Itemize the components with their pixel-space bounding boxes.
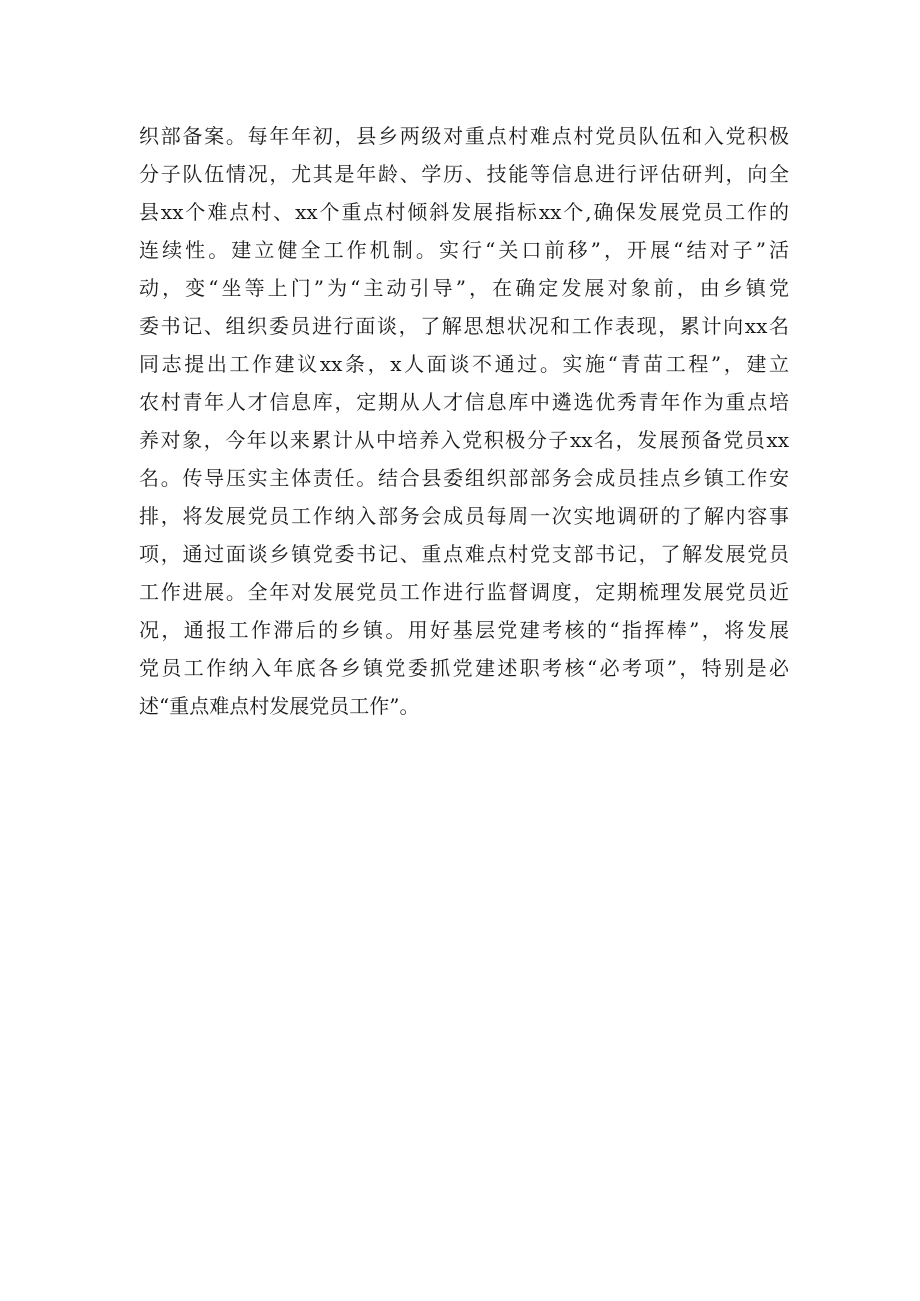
text-line: 名。传导压实主体责任。结合县委组织部部务会成员挂点乡镇工作安 <box>139 466 789 490</box>
text-line: 分子队伍情况，尤其是年龄、学历、技能等信息进行评估研判，向全 <box>139 162 789 186</box>
text-line: 县xx个难点村、xx个重点村倾斜发展指标xx个,确保发展党员工作的 <box>139 200 789 224</box>
body-paragraph <box>139 117 789 725</box>
text-line: 连续性。建立健全工作机制。实行“关口前移”，开展“结对子”活 <box>139 238 789 262</box>
text-line: 况，通报工作滞后的乡镇。用好基层党建考核的“指挥棒”，将发展 <box>139 618 789 642</box>
text-line: 项，通过面谈乡镇党委书记、重点难点村党支部书记，了解发展党员 <box>139 542 789 566</box>
text-line: 同志提出工作建议xx条，x人面谈不通过。实施“青苗工程”，建立 <box>139 352 789 376</box>
text-line: 党员工作纳入年底各乡镇党委抓党建述职考核“必考项”，特别是必 <box>139 656 789 680</box>
text-line: 养对象，今年以来累计从中培养入党积极分子xx名，发展预备党员xx <box>139 428 789 452</box>
text-line: 动，变“坐等上门”为“主动引导”，在确定发展对象前，由乡镇党 <box>139 276 789 300</box>
text-line: 排，将发展党员工作纳入部务会成员每周一次实地调研的了解内容事 <box>139 504 789 528</box>
text-line: 委书记、组织委员进行面谈，了解思想状况和工作表现，累计向xx名 <box>139 314 789 338</box>
text-line: 述“重点难点村发展党员工作”。 <box>139 694 420 718</box>
text-line: 农村青年人才信息库，定期从人才信息库中遴选优秀青年作为重点培 <box>139 390 789 414</box>
text-line: 工作进展。全年对发展党员工作进行监督调度，定期梳理发展党员近 <box>139 580 789 604</box>
text-line: 织部备案。每年年初，县乡两级对重点村难点村党员队伍和入党积极 <box>139 124 789 148</box>
